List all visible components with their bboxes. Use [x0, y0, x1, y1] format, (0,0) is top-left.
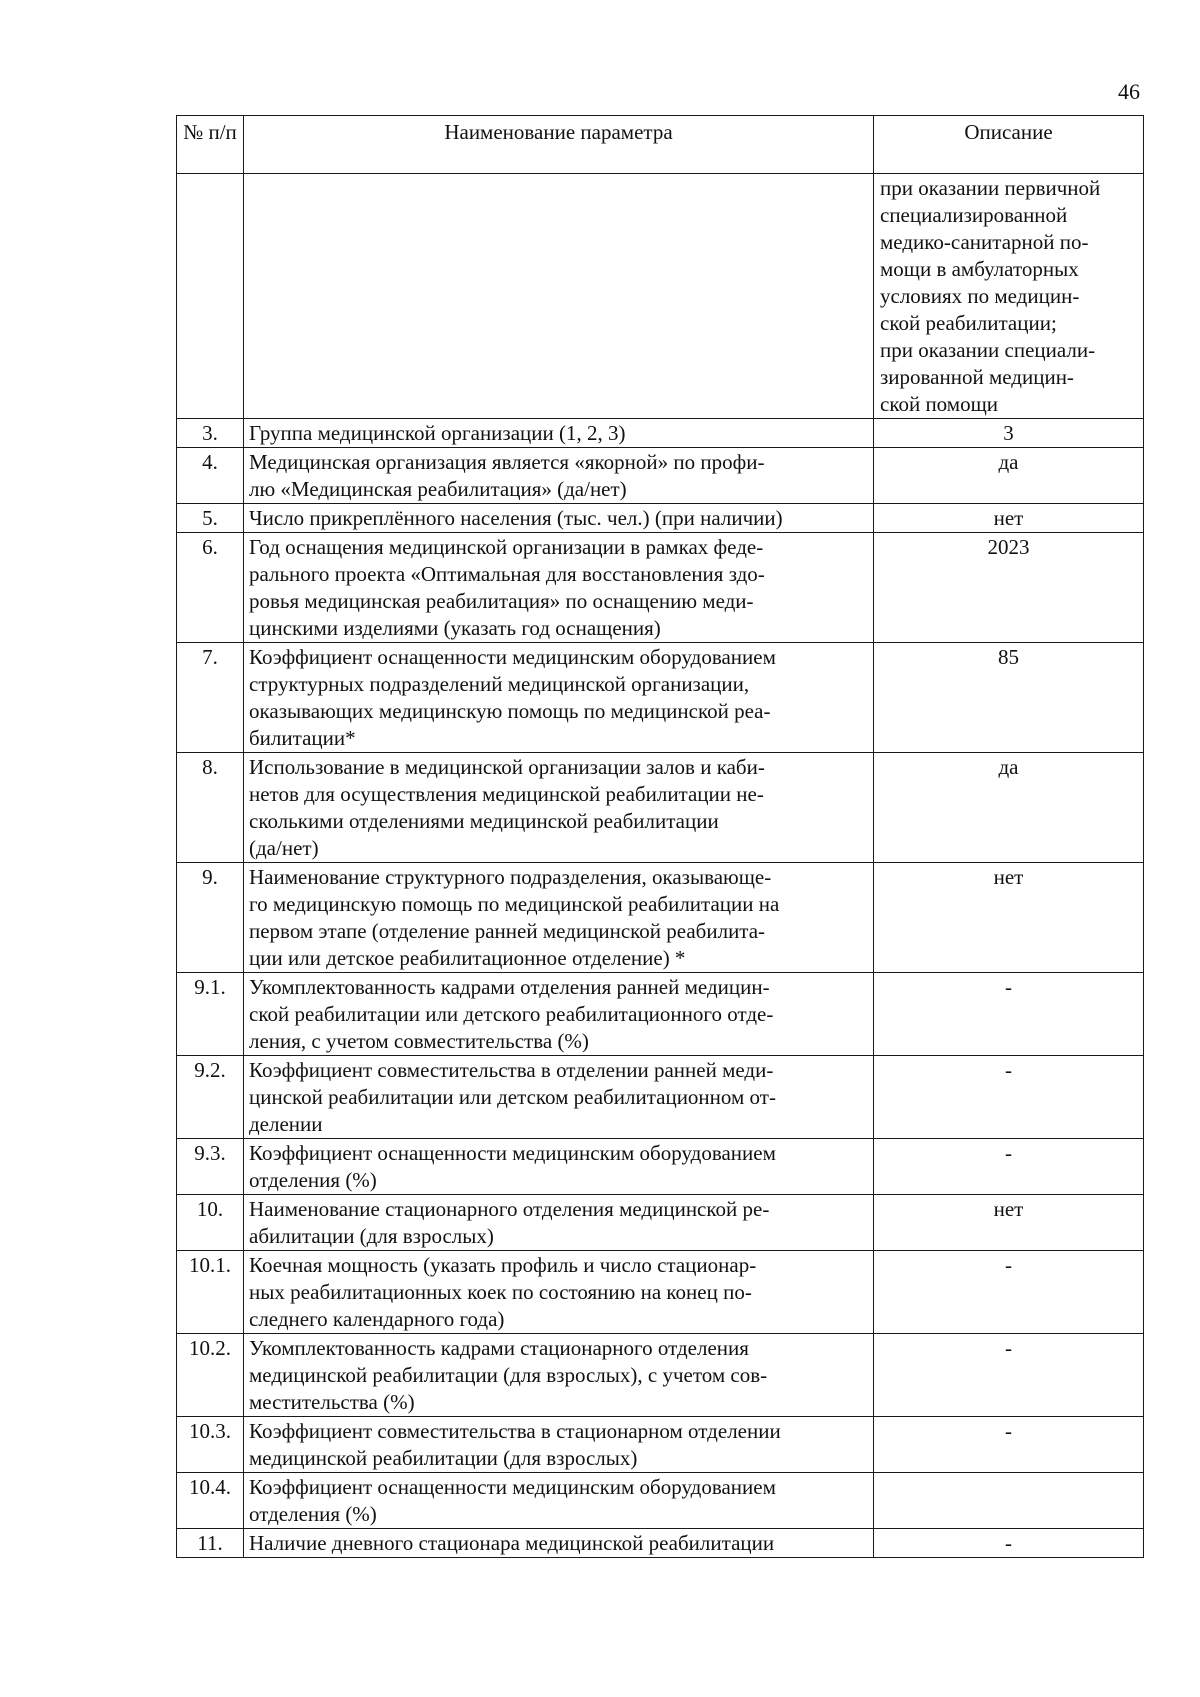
row-desc	[874, 1473, 1144, 1529]
param-line: Число прикреплённого населения (тыс. чел.) (при наличии)	[249, 506, 783, 530]
table-row	[177, 1195, 1144, 1251]
row-param	[244, 1195, 874, 1251]
param-line: Укомплектованность кадрами отделения ранней медицин-	[249, 975, 770, 999]
param-line: Наименование структурного подразделения, оказывающе-	[249, 865, 772, 889]
row-param	[244, 863, 874, 973]
row-num	[177, 174, 244, 419]
row-num: 9.3.	[177, 1139, 244, 1195]
table-row	[177, 1529, 1144, 1558]
row-num: 6.	[177, 533, 244, 643]
param-line: Наименование стационарного отделения медицинской ре-	[249, 1197, 770, 1221]
param-line: структурных подразделений медицинской организации,	[249, 672, 750, 696]
param-line: ления, с учетом совместительства (%)	[249, 1029, 589, 1053]
param-line: сколькими отделениями медицинской реабилитации	[249, 809, 719, 833]
desc-line: условиях по медицин-	[880, 284, 1080, 308]
header-desc: Описание	[874, 116, 1144, 174]
param-line: медицинской реабилитации (для взрослых)	[249, 1446, 638, 1470]
table-row	[177, 533, 1144, 643]
table-row	[177, 504, 1144, 533]
param-line: Укомплектованность кадрами стационарного отделения	[249, 1336, 749, 1360]
table-row	[177, 448, 1144, 504]
page-number: 46	[1118, 79, 1140, 104]
row-desc: -	[874, 1139, 1144, 1195]
row-param	[244, 1139, 874, 1195]
param-line: местительства (%)	[249, 1390, 415, 1414]
desc-line: мощи в амбулаторных	[880, 257, 1079, 281]
row-desc: -	[874, 1334, 1144, 1417]
param-line: Группа медицинской организации (1, 2, 3)	[249, 421, 626, 445]
row-param	[244, 1334, 874, 1417]
header-param: Наименование параметра	[244, 116, 874, 174]
row-num: 10.	[177, 1195, 244, 1251]
param-line: Коэффициент оснащенности медицинским оборудованием	[249, 1475, 776, 1499]
param-line: следнего календарного года)	[249, 1307, 505, 1331]
row-desc: -	[874, 1251, 1144, 1334]
row-param	[244, 504, 874, 533]
table-header-row	[177, 116, 1144, 174]
table-row	[177, 419, 1144, 448]
param-line: первом этапе (отделение ранней медицинской реабилита-	[249, 919, 766, 943]
row-num: 11.	[177, 1529, 244, 1558]
row-num: 9.	[177, 863, 244, 973]
row-param	[244, 753, 874, 863]
row-num: 3.	[177, 419, 244, 448]
row-param	[244, 1251, 874, 1334]
desc-line: ской реабилитации;	[880, 311, 1057, 335]
row-num: 10.1.	[177, 1251, 244, 1334]
row-param	[244, 973, 874, 1056]
param-line: лю «Медицинская реабилитация» (да/нет)	[249, 477, 627, 501]
table-row	[177, 973, 1144, 1056]
param-line: Коэффициент совместительства в стационарном отделении	[249, 1419, 781, 1443]
row-desc: -	[874, 1056, 1144, 1139]
row-desc: 2023	[874, 533, 1144, 643]
row-desc: нет	[874, 863, 1144, 973]
row-param	[244, 1056, 874, 1139]
desc-line: ской помощи	[880, 392, 998, 416]
table-row	[177, 1473, 1144, 1529]
row-num: 5.	[177, 504, 244, 533]
row-param	[244, 533, 874, 643]
param-line: Наличие дневного стационара медицинской реабилитации	[249, 1531, 775, 1555]
table-row	[177, 1139, 1144, 1195]
row-param	[244, 419, 874, 448]
param-line: Коэффициент оснащенности медицинским оборудованием	[249, 645, 776, 669]
table-row	[177, 1056, 1144, 1139]
table-row-continued	[177, 174, 1144, 419]
param-line: билитации*	[249, 726, 356, 750]
param-line: цинскими изделиями (указать год оснащения)	[249, 616, 661, 640]
row-num: 9.1.	[177, 973, 244, 1056]
row-desc: -	[874, 1417, 1144, 1473]
param-line: го медицинскую помощь по медицинской реабилитации на	[249, 892, 780, 916]
table-row	[177, 1334, 1144, 1417]
param-line: Использование в медицинской организации залов и каби-	[249, 755, 765, 779]
row-desc: да	[874, 753, 1144, 863]
table-row	[177, 1251, 1144, 1334]
parameters-table	[176, 115, 1144, 1558]
param-line: медицинской реабилитации (для взрослых), с учетом сов-	[249, 1363, 768, 1387]
row-desc: -	[874, 973, 1144, 1056]
row-param	[244, 448, 874, 504]
row-desc: 3	[874, 419, 1144, 448]
param-line: (да/нет)	[249, 836, 319, 860]
param-line: рального проекта «Оптимальная для восстановления здо-	[249, 562, 765, 586]
param-line: Коэффициент совместительства в отделении ранней меди-	[249, 1058, 774, 1082]
row-desc: нет	[874, 1195, 1144, 1251]
param-line: цинской реабилитации или детском реабилитационном от-	[249, 1085, 776, 1109]
row-num: 10.2.	[177, 1334, 244, 1417]
param-line: делении	[249, 1112, 323, 1136]
row-param	[244, 174, 874, 419]
param-line: Коэффициент оснащенности медицинским оборудованием	[249, 1141, 776, 1165]
desc-line: при оказании первичной	[880, 176, 1101, 200]
row-desc: да	[874, 448, 1144, 504]
row-param	[244, 643, 874, 753]
row-num: 8.	[177, 753, 244, 863]
param-line: ской реабилитации или детского реабилитационного отде-	[249, 1002, 774, 1026]
param-line: Коечная мощность (указать профиль и число стационар-	[249, 1253, 757, 1277]
table-row	[177, 863, 1144, 973]
param-line: отделения (%)	[249, 1502, 377, 1526]
row-param	[244, 1417, 874, 1473]
row-desc-continued	[874, 174, 1144, 419]
desc-line: медико-санитарной по-	[880, 230, 1089, 254]
param-line: ровья медицинская реабилитация» по оснащению меди-	[249, 589, 754, 613]
param-line: ции или детское реабилитационное отделение) *	[249, 946, 686, 970]
desc-line: при оказании специали-	[880, 338, 1096, 362]
row-num: 7.	[177, 643, 244, 753]
desc-line: специализированной	[880, 203, 1068, 227]
table-row	[177, 753, 1144, 863]
row-param	[244, 1529, 874, 1558]
param-line: ных реабилитационных коек по состоянию на конец по-	[249, 1280, 752, 1304]
row-desc: 85	[874, 643, 1144, 753]
row-desc: -	[874, 1529, 1144, 1558]
header-num: № п/п	[177, 116, 244, 174]
table-row	[177, 643, 1144, 753]
row-num: 10.4.	[177, 1473, 244, 1529]
desc-line: зированной медицин-	[880, 365, 1074, 389]
param-line: абилитации (для взрослых)	[249, 1224, 494, 1248]
row-num: 9.2.	[177, 1056, 244, 1139]
param-line: нетов для осуществления медицинской реабилитации не-	[249, 782, 764, 806]
param-line: Медицинская организация является «якорной» по профи-	[249, 450, 765, 474]
param-line: оказывающих медицинскую помощь по медицинской реа-	[249, 699, 771, 723]
param-line: отделения (%)	[249, 1168, 377, 1192]
param-line: Год оснащения медицинской организации в рамках феде-	[249, 535, 764, 559]
table-row	[177, 1417, 1144, 1473]
row-desc: нет	[874, 504, 1144, 533]
row-num: 10.3.	[177, 1417, 244, 1473]
row-param	[244, 1473, 874, 1529]
row-num: 4.	[177, 448, 244, 504]
